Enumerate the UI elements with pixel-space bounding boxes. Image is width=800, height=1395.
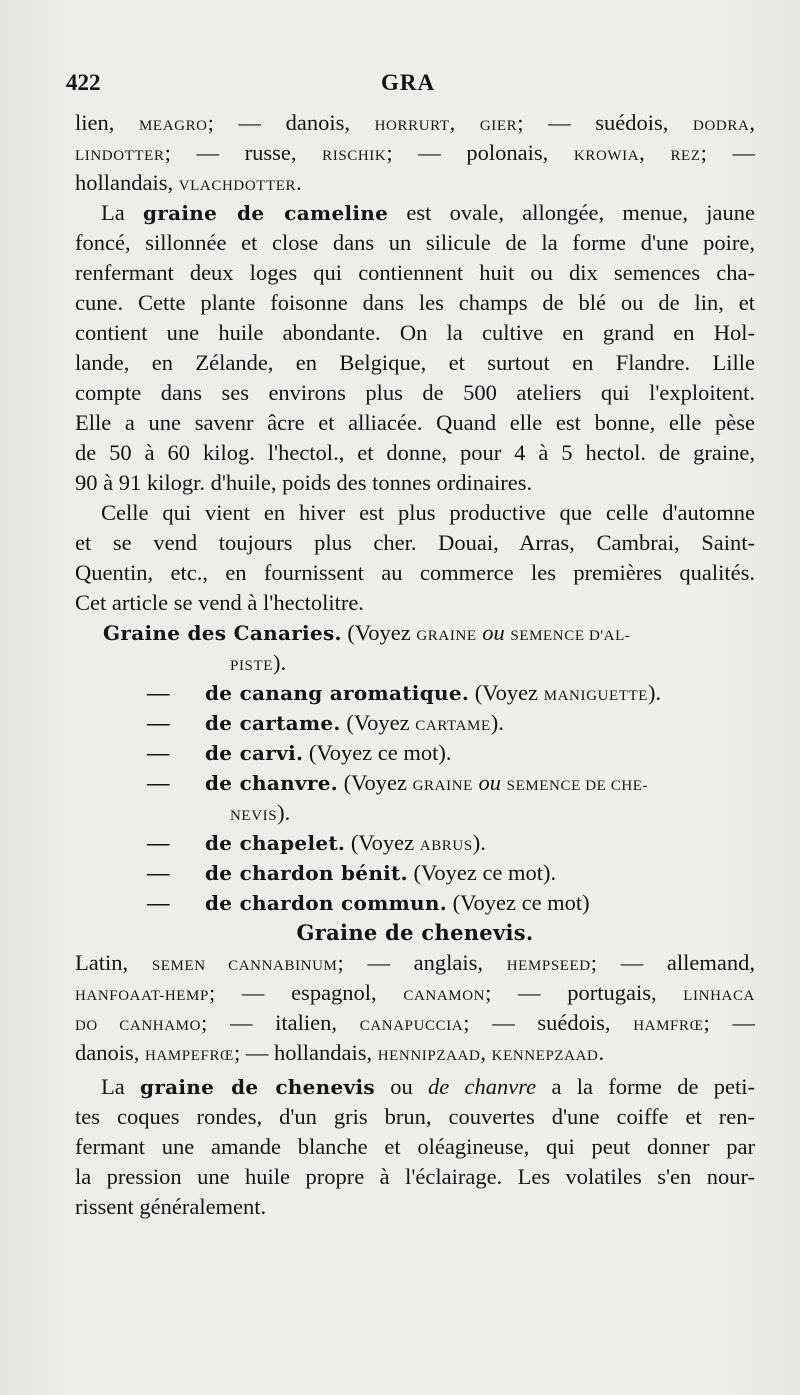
entry-de-chardon-benit: — de chardon bénit. (Voyez ce mot).	[75, 858, 755, 888]
text-line: cune. Cette plante foisonne dans les champs de blé ou de lin, et	[75, 290, 755, 315]
text-line: danois, HAMPEFRŒ; — hollandais, HENNIPZAAD, KENNEPZAAD.	[75, 1040, 605, 1065]
entry-de-chanvre: — de chanvre. (Voyez GRAINE ou SEMENCE DE CHE-	[75, 768, 755, 798]
term-graine-de-chenevis: graine de chenevis	[140, 1075, 375, 1099]
entry-term: de chanvre.	[205, 771, 339, 795]
entry-de-cartame: — de cartame. (Voyez CARTAME).	[75, 708, 755, 738]
entry-de-chapelet: — de chapelet. (Voyez ABRUS).	[75, 828, 755, 858]
entry-dash: —	[147, 860, 170, 885]
text-line: et se vend toujours plus cher. Douai, Arras, Cambrai, Saint-	[75, 530, 755, 555]
entry-continuation: PISTE).	[230, 650, 287, 675]
text-line: lien, MEAGRO; — danois, HORRURT, GIER; — suédois, DODRA,	[75, 110, 755, 135]
entry-dash: —	[147, 770, 170, 795]
entry-term: de canang aromatique.	[205, 681, 470, 705]
text-line: Quentin, etc., en fournissent au commerce les premières qualités.	[75, 560, 755, 585]
text-line: La graine de chenevis ou de chanvre a la forme de peti-	[101, 1074, 755, 1099]
text-line: de 50 à 60 kilog. l'hectol., et donne, pour 4 à 5 hectol. de graine,	[75, 440, 755, 465]
section-heading: Graine de chenevis.	[296, 920, 534, 945]
entry-de-chardon-commun: — de chardon commun. (Voyez ce mot)	[75, 888, 755, 918]
text-line: Celle qui vient en hiver est plus productive que celle d'automne	[101, 500, 755, 525]
entry-dash: —	[147, 710, 170, 735]
entry-term: de chardon bénit.	[205, 861, 408, 885]
text-line: lande, en Zélande, en Belgique, et surtout en Flandre. Lille	[75, 350, 755, 375]
running-head: GRA	[381, 70, 436, 95]
entry-term: Graine des Canaries.	[103, 621, 342, 645]
text-line: Latin, SEMEN CANNABINUM; — anglais, HEMPSEED; — allemand,	[75, 950, 755, 975]
text-line: LINDOTTER; — russe, RISCHIK; — polonais, KROWIA, REZ; —	[75, 140, 755, 165]
text-line: renfermant deux loges qui contiennent huit ou dix semences cha-	[75, 260, 755, 285]
page-header	[66, 70, 758, 102]
text-line: HANFOAAT-HEMP; — espagnol, CANAMON; — portugais, LINHACA	[75, 980, 755, 1005]
text-line: Elle a une savenr âcre et alliacée. Quand elle est bonne, elle pèse	[75, 410, 755, 435]
entry-dash: —	[147, 890, 170, 915]
entry-dash: —	[147, 740, 170, 765]
text-line: 90 à 91 kilogr. d'huile, poids des tonnes ordinaires.	[75, 470, 533, 495]
text-line: DO CANHAMO; — italien, CANAPUCCIA; — suédois, HAMFRŒ; —	[75, 1010, 755, 1035]
page-body	[75, 108, 755, 1222]
entry-de-carvi: — de carvi. (Voyez ce mot).	[75, 738, 755, 768]
entry-term: de cartame.	[205, 711, 341, 735]
entry-term: de carvi.	[205, 741, 304, 765]
text-line: compte dans ses environs plus de 500 ateliers qui l'exploitent.	[75, 380, 755, 405]
text-line: fermant une amande blanche et oléagineuse, qui peut donner par	[75, 1134, 755, 1159]
entry-graine-des-canaries: Graine des Canaries. (Voyez GRAINE ou SEMENCE D'AL-	[103, 620, 631, 645]
text-line: la pression une huile propre à l'éclairage. Les volatiles s'en nour-	[75, 1164, 755, 1189]
text-line: rissent généralement.	[75, 1194, 267, 1219]
entry-term: de chapelet.	[205, 831, 346, 855]
text-line: hollandais, VLACHDOTTER.	[75, 170, 302, 195]
term-graine-de-cameline: graine de cameline	[143, 201, 389, 225]
entry-dash: —	[147, 680, 170, 705]
entry-term: de chardon commun.	[205, 891, 448, 915]
text-line: Cet article se vend à l'hectolitre.	[75, 590, 364, 615]
page-number: 422	[66, 70, 101, 95]
text-line: La graine de cameline est ovale, allongée, menue, jaune	[101, 200, 755, 225]
text-line: tes coques rondes, d'un gris brun, couvertes d'une coiffe et ren-	[75, 1104, 755, 1129]
entry-dash: —	[147, 830, 170, 855]
entry-continuation: NEVIS).	[230, 800, 291, 825]
text-line: contient une huile abondante. On la cultive en grand en Hol-	[75, 320, 755, 345]
entry-de-canang-aromatique: — de canang aromatique. (Voyez MANIGUETTE).	[75, 678, 755, 708]
text-line: foncé, sillonnée et close dans un silicule de la forme d'une poire,	[75, 230, 755, 255]
